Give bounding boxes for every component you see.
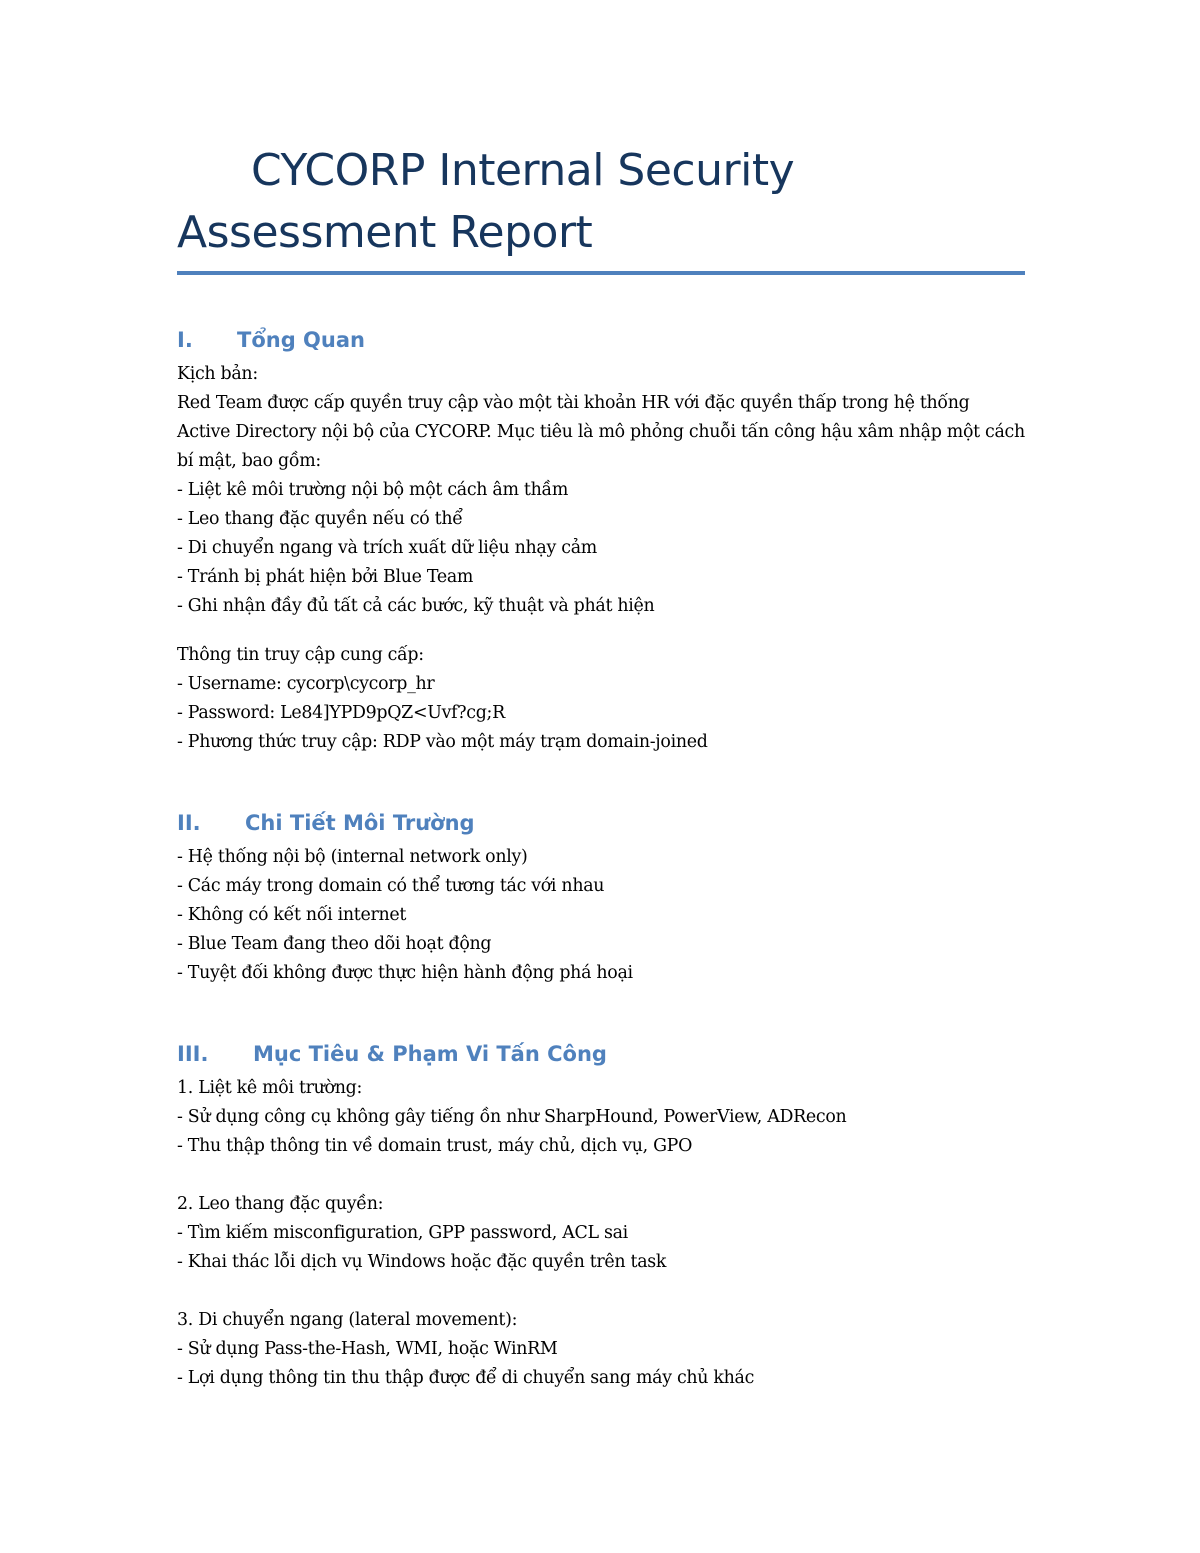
section-heading-1 xyxy=(177,325,1025,355)
paragraph: Kịch bản: xyxy=(177,364,258,384)
list-item: - Thu thập thông tin về domain trust, máy chủ, dịch vụ, GPO xyxy=(177,1136,693,1156)
list-item: - Phương thức truy cập: RDP vào một máy trạm domain-joined xyxy=(177,732,708,752)
paragraph: Thông tin truy cập cung cấp: xyxy=(177,645,424,665)
spacer xyxy=(177,621,1025,641)
paragraph: Red Team được cấp quyền truy cập vào một tài khoản HR với đặc quyền thấp trong hệ thống Active Directory nội bộ của CYCORP. Mục tiêu là mô phỏng chuỗi tấn công hậu xâm nhập một cách bí mật, bao gồm: xyxy=(177,393,1031,471)
list-item: - Username: cycorp\cycorp_hr xyxy=(177,674,435,694)
document-title xyxy=(177,140,1025,264)
title-line-2: Assessment Report xyxy=(177,207,593,258)
list-item: - Di chuyển ngang và trích xuất dữ liệu nhạy cảm xyxy=(177,538,597,558)
list-item: - Khai thác lỗi dịch vụ Windows hoặc đặc quyền trên task xyxy=(177,1252,667,1272)
list-item: - Ghi nhận đầy đủ tất cả các bước, kỹ thuật và phát hiện xyxy=(177,596,655,616)
spacer xyxy=(177,1277,1025,1306)
list-heading: 1. Liệt kê môi trường: xyxy=(177,1078,363,1098)
section-number: I. xyxy=(177,328,193,352)
section-number: II. xyxy=(177,811,201,835)
list-heading: 3. Di chuyển ngang (lateral movement): xyxy=(177,1310,518,1330)
list-item: - Không có kết nối internet xyxy=(177,905,407,925)
section-title: Chi Tiết Môi Trường xyxy=(245,811,475,835)
list-item: - Tuyệt đối không được thực hiện hành động phá hoại xyxy=(177,963,633,983)
list-item: - Leo thang đặc quyền nếu có thể xyxy=(177,509,463,529)
list-item: - Liệt kê môi trường nội bộ một cách âm thầm xyxy=(177,480,569,500)
section-number: III. xyxy=(177,1042,209,1066)
list-heading: 2. Leo thang đặc quyền: xyxy=(177,1194,384,1214)
section-1-body xyxy=(177,360,1031,757)
list-item: - Các máy trong domain có thể tương tác với nhau xyxy=(177,876,605,896)
section-title: Tổng Quan xyxy=(237,328,365,352)
list-item: - Blue Team đang theo dõi hoạt động xyxy=(177,934,492,954)
list-item: - Lợi dụng thông tin thu thập được để di chuyển sang máy chủ khác xyxy=(177,1368,755,1388)
list-item: - Tránh bị phát hiện bởi Blue Team xyxy=(177,567,474,587)
list-item: - Password: Le84]YPD9pQZ<Uvf?cg;R xyxy=(177,703,505,723)
title-underline xyxy=(177,271,1025,275)
title-line-1: CYCORP Internal Security xyxy=(251,145,795,196)
list-item: - Tìm kiếm misconfiguration, GPP password, ACL sai xyxy=(177,1223,628,1243)
section-heading-3 xyxy=(177,1039,1025,1069)
section-3-body xyxy=(177,1074,1025,1393)
section-title: Mục Tiêu & Phạm Vi Tấn Công xyxy=(253,1042,607,1066)
section-heading-2 xyxy=(177,808,1025,838)
section-2-body xyxy=(177,843,1025,988)
spacer xyxy=(177,1161,1025,1190)
list-item: - Sử dụng công cụ không gây tiếng ồn như SharpHound, PowerView, ADRecon xyxy=(177,1107,847,1127)
list-item: - Sử dụng Pass-the-Hash, WMI, hoặc WinRM xyxy=(177,1339,558,1359)
list-item: - Hệ thống nội bộ (internal network only) xyxy=(177,847,528,867)
